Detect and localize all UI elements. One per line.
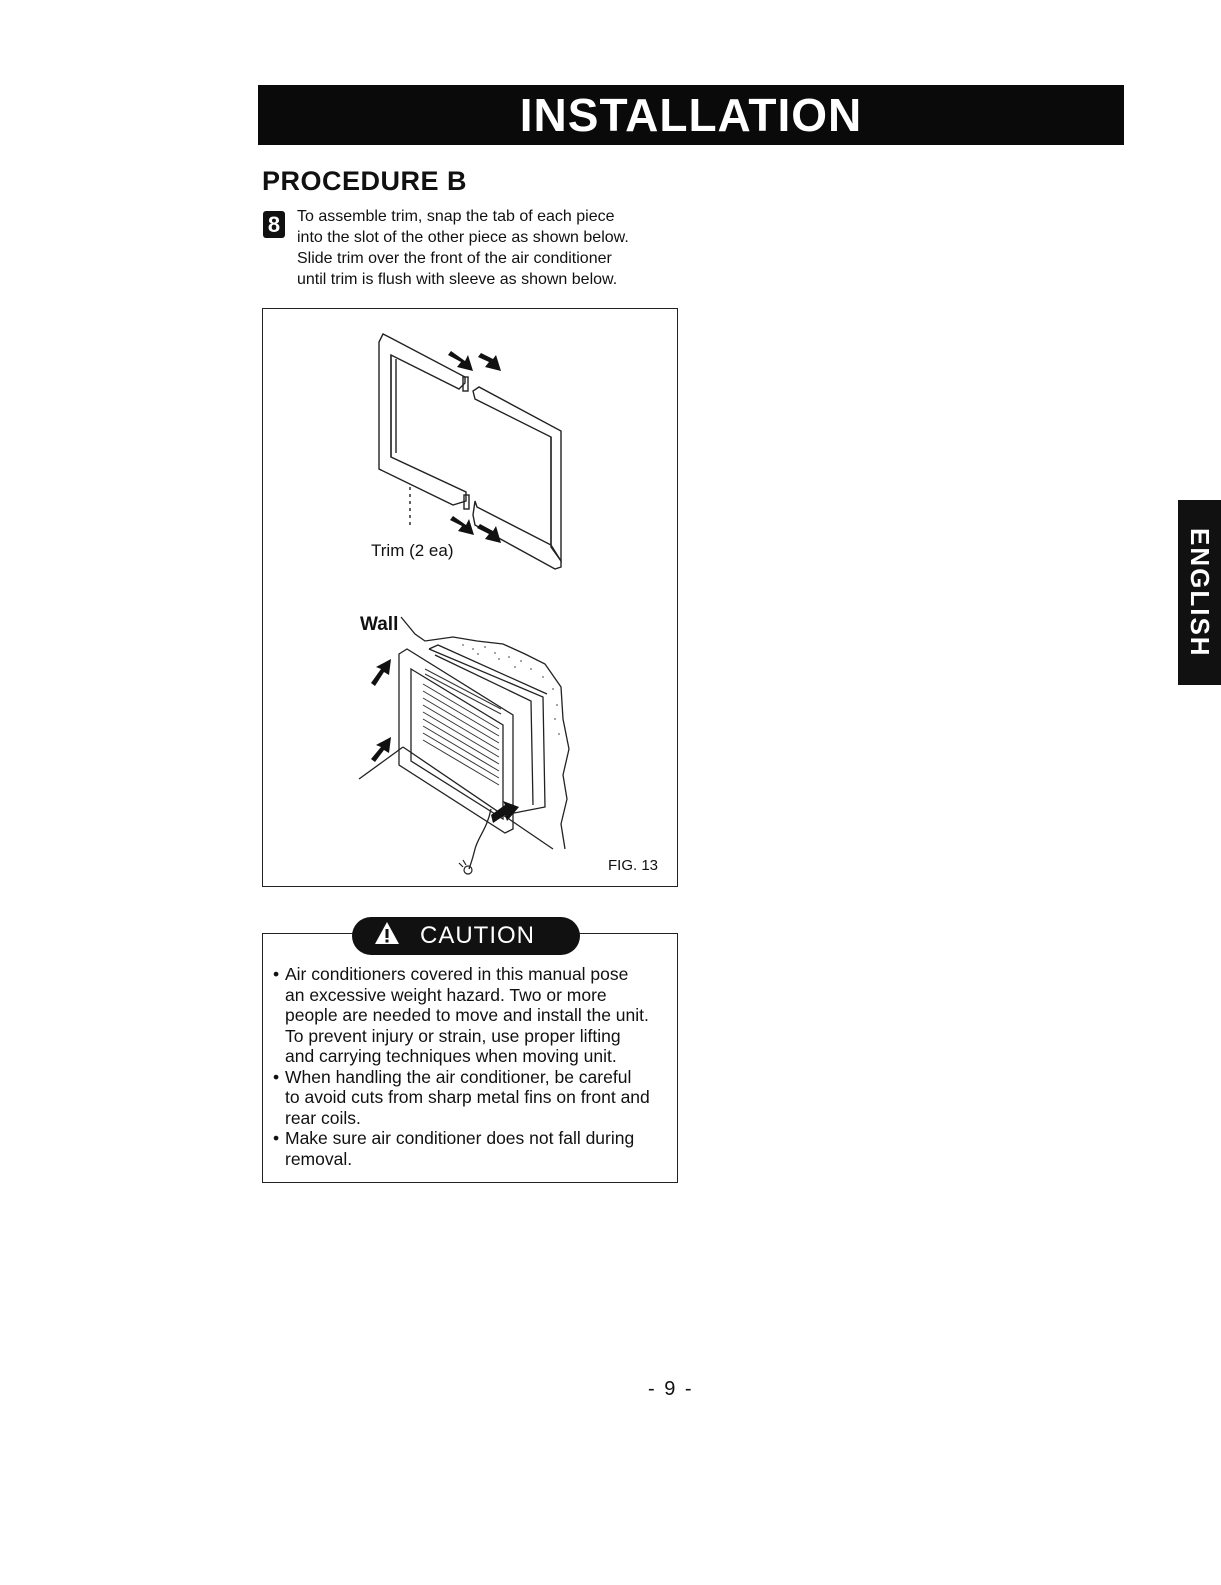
trim-illustration	[263, 309, 677, 886]
step-line: until trim is flush with sleeve as shown below.	[297, 271, 618, 288]
wall-label: Wall	[360, 614, 399, 635]
trim-label: Trim (2 ea)	[371, 541, 454, 560]
step-number: 8	[267, 211, 281, 237]
step-line: Slide trim over the front of the air conditioner	[297, 250, 612, 267]
language-label: ENGLISH	[1185, 527, 1215, 658]
step-instructions	[297, 206, 697, 290]
caution-line: When handling the air conditioner, be careful	[285, 1066, 632, 1087]
caution-line: removal.	[285, 1148, 353, 1169]
caution-line: to avoid cuts from sharp metal fins on front and	[285, 1087, 650, 1107]
caution-item	[273, 1128, 675, 1169]
figure-caption: FIG. 13	[608, 857, 659, 874]
wall-texture	[462, 644, 560, 735]
caution-line: To prevent injury or strain, use proper lifting	[285, 1025, 621, 1046]
procedure-title: PROCEDURE B	[262, 166, 468, 196]
caution-line: an excessive weight hazard. Two or more	[285, 984, 607, 1005]
caution-item	[273, 964, 675, 1067]
caution-line: rear coils.	[285, 1107, 361, 1128]
section-header	[258, 85, 1124, 145]
figure-13	[262, 308, 678, 887]
caution-line: Air conditioners covered in this manual pose	[285, 964, 629, 984]
caution-list	[273, 964, 675, 1169]
arrow-icons	[448, 351, 501, 543]
step-line: To assemble trim, snap the tab of each piece	[297, 208, 615, 225]
caution-line: Make sure air conditioner does not fall during	[285, 1128, 635, 1148]
grille-lines	[423, 669, 501, 785]
caution-item	[273, 1067, 675, 1129]
plug-icon	[459, 860, 472, 874]
caution-banner	[352, 917, 580, 955]
bullet-icon: •	[273, 964, 280, 984]
section-title: INSTALLATION	[519, 89, 863, 141]
page-number: - 9 -	[648, 1378, 694, 1400]
language-tab	[1178, 500, 1221, 685]
bullet-icon: •	[273, 1066, 280, 1087]
step-number-badge	[263, 211, 285, 238]
caution-line: people are needed to move and install the unit.	[285, 1005, 649, 1025]
caution-title: CAUTION	[420, 922, 535, 949]
caution-line: and carrying techniques when moving unit.	[285, 1046, 617, 1066]
bullet-icon: •	[273, 1128, 280, 1148]
warning-triangle-icon	[374, 921, 400, 952]
step-line: into the slot of the other piece as shown below.	[297, 229, 629, 246]
wall-arrow-icons	[371, 659, 519, 823]
